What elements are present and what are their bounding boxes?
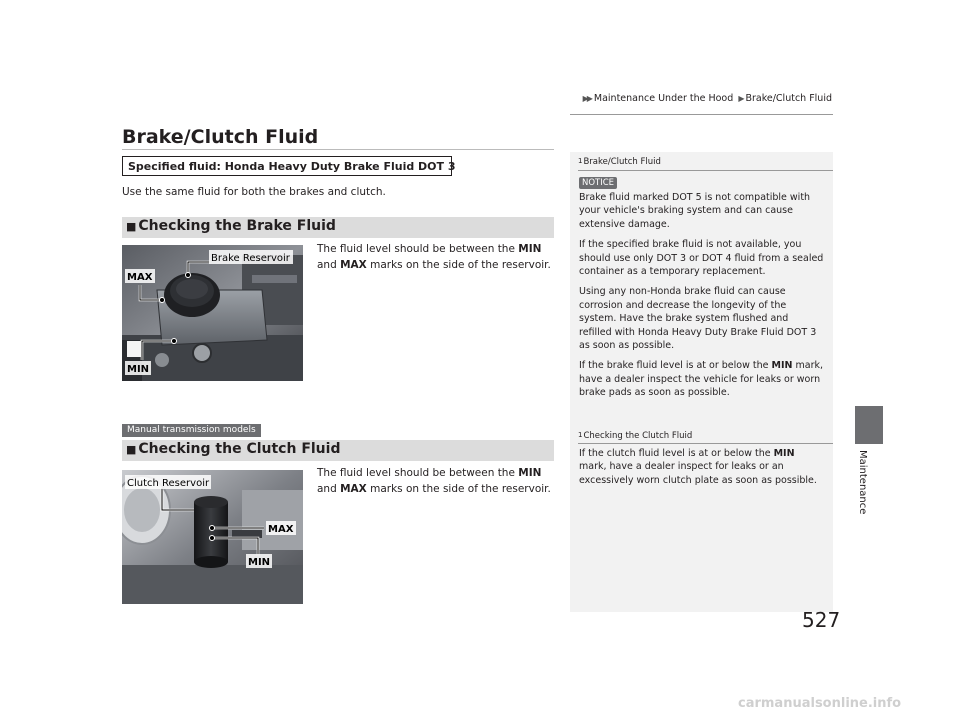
brake-instructions bbox=[317, 241, 557, 273]
brake-reservoir-label: Brake Reservoir bbox=[211, 253, 290, 264]
chapter-label-text: Maintenance bbox=[857, 450, 868, 515]
section-square-icon: ■ bbox=[126, 443, 137, 456]
page-number: 527 bbox=[802, 608, 841, 632]
clutch-reservoir-label: Clutch Reservoir bbox=[127, 478, 210, 489]
side-note-brake-p2: If the specified brake fluid is not available, you should use only DOT 3 or DOT 4 fluid from a sealed container as a temporary replacement. bbox=[579, 239, 824, 278]
side-note-clutch-p bbox=[579, 447, 824, 487]
clutch-reservoir-illustration bbox=[122, 470, 303, 604]
watermark: carmanualsonline.info bbox=[738, 696, 902, 711]
clutch-section-heading bbox=[122, 440, 554, 461]
brake-reservoir-illustration bbox=[122, 245, 303, 381]
side-note-brake-p1: Brake fluid marked DOT 5 is not compatible with your vehicle's braking system and can cause extensive damage. bbox=[579, 192, 811, 230]
header-divider bbox=[570, 114, 833, 115]
side-note-brake-title-text: Brake/Clutch Fluid bbox=[583, 157, 661, 167]
brake-text-post: marks on the side of the reservoir. bbox=[366, 259, 551, 271]
side-note-clutch-title[interactable] bbox=[578, 431, 692, 441]
side-note-brake-p4-post: mark, have a dealer inspect the vehicle for leaks or worn brake pads as soon as possible. bbox=[579, 360, 823, 399]
clutch-text-min: MIN bbox=[518, 467, 542, 479]
page-title: Brake/Clutch Fluid bbox=[122, 126, 319, 148]
brake-min-label: MIN bbox=[127, 364, 150, 375]
side-note-ref-number: 1 bbox=[578, 157, 583, 165]
side-note-brake-p4 bbox=[579, 359, 824, 399]
specified-fluid-box: Specified fluid: Honda Heavy Duty Brake Fluid DOT 3 bbox=[122, 156, 452, 176]
brake-text-pre: The fluid level should be between the bbox=[317, 243, 519, 255]
side-note-brake-p4-min: MIN bbox=[771, 360, 793, 372]
side-note-ref-number: 1 bbox=[578, 431, 583, 439]
brake-text-max: MAX bbox=[340, 259, 367, 271]
brake-section-heading bbox=[122, 217, 554, 238]
side-note-brake-body bbox=[579, 191, 824, 407]
side-note-clutch-post: mark, have a dealer inspect for leaks or an excessively worn clutch plate as soon as possible. bbox=[579, 461, 817, 486]
side-note-brake-p3: Using any non-Honda brake fluid can cause corrosion and decrease the longevity of the system. Have the brake system flushed and refilled with Honda Heavy Duty Brake Fluid DOT 3 as soon as possible. bbox=[579, 286, 817, 352]
intro-text: Use the same fluid for both the brakes and clutch. bbox=[122, 186, 386, 198]
brake-max-label: MAX bbox=[127, 272, 153, 283]
breadcrumb-item-section[interactable]: Maintenance Under the Hood bbox=[593, 93, 734, 104]
clutch-reservoir-photo bbox=[122, 470, 303, 604]
title-divider bbox=[122, 149, 554, 150]
section-square-icon: ■ bbox=[126, 220, 137, 233]
clutch-section-heading-text: Checking the Clutch Fluid bbox=[138, 441, 341, 457]
breadcrumb-arrow-icon: ▶▶ bbox=[582, 94, 591, 103]
brake-text-mid: and bbox=[317, 259, 341, 271]
side-note-clutch-pre: If the clutch fluid level is at or below the bbox=[579, 448, 774, 459]
notice-badge: NOTICE bbox=[579, 177, 617, 189]
breadcrumb bbox=[560, 93, 832, 104]
clutch-text-mid: and bbox=[317, 483, 341, 495]
side-note-divider bbox=[578, 170, 833, 171]
side-note-divider bbox=[578, 443, 833, 444]
breadcrumb-arrow-icon: ▶ bbox=[738, 94, 743, 103]
side-note-brake-p4-pre: If the brake fluid level is at or below the bbox=[579, 360, 772, 372]
clutch-min-label: MIN bbox=[248, 557, 271, 568]
chapter-tab[interactable] bbox=[855, 406, 883, 444]
manual-transmission-tag: Manual transmission models bbox=[122, 424, 261, 437]
side-note-clutch-min: MIN bbox=[773, 448, 795, 459]
chapter-label bbox=[852, 450, 872, 560]
clutch-max-label: MAX bbox=[268, 524, 294, 535]
brake-reservoir-photo bbox=[122, 245, 303, 381]
clutch-text-post: marks on the side of the reservoir. bbox=[366, 483, 551, 495]
side-note-clutch-title-text: Checking the Clutch Fluid bbox=[583, 431, 693, 441]
breadcrumb-item-current[interactable]: Brake/Clutch Fluid bbox=[745, 93, 832, 104]
brake-text-min: MIN bbox=[518, 243, 542, 255]
side-note-clutch-body bbox=[579, 447, 824, 494]
brake-section-heading-text: Checking the Brake Fluid bbox=[138, 218, 336, 234]
clutch-text-max: MAX bbox=[340, 483, 367, 495]
clutch-instructions bbox=[317, 465, 557, 497]
clutch-text-pre: The fluid level should be between the bbox=[317, 467, 519, 479]
side-note-brake-title[interactable] bbox=[578, 157, 661, 167]
